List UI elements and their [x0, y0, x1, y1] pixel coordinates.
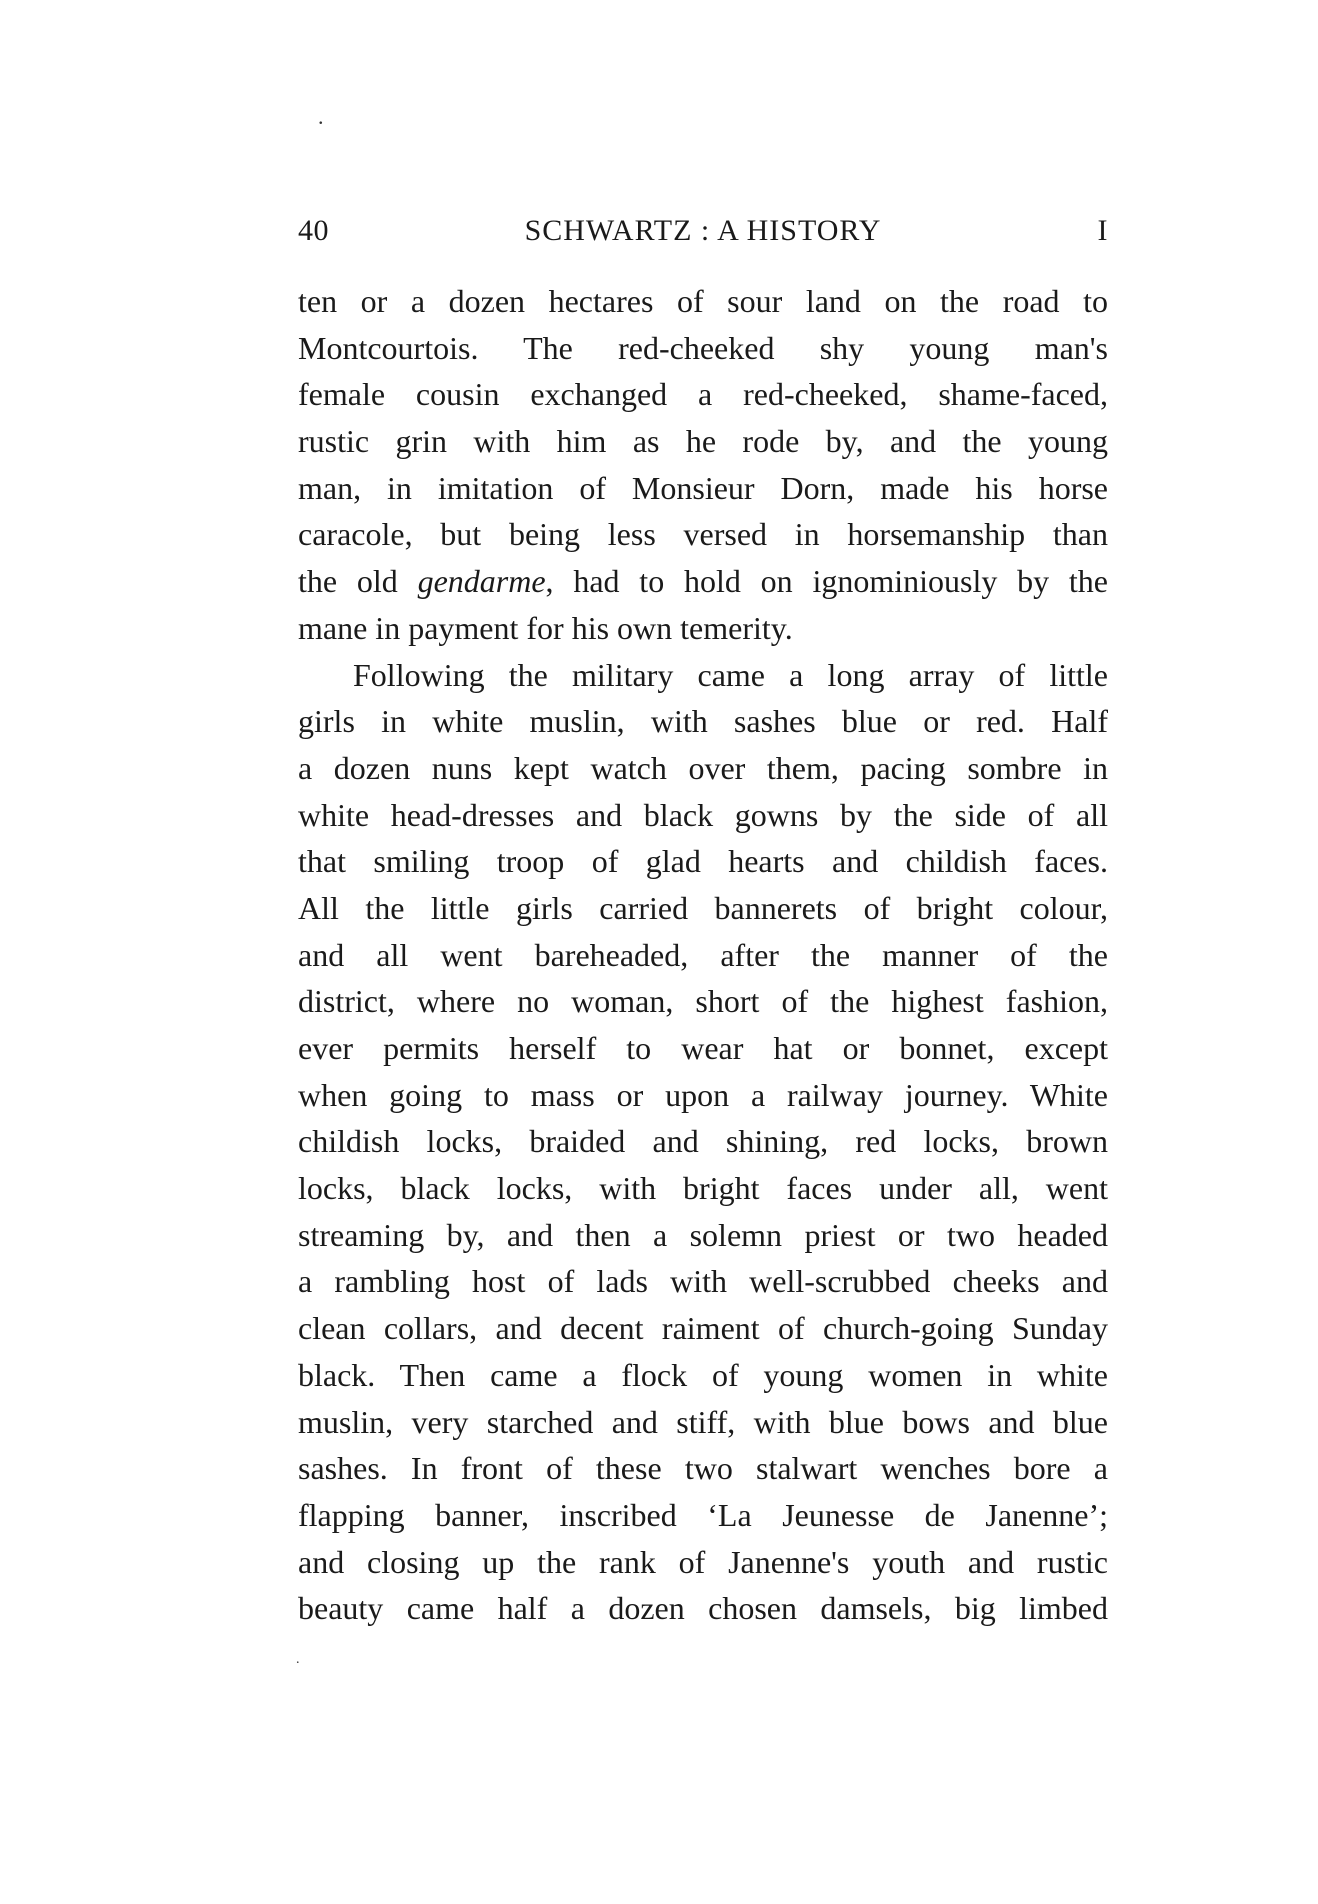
text-line: Montcourtois. The red-cheeked shy young man's	[298, 329, 1108, 366]
page-number: 40	[298, 214, 329, 247]
text-line: black. Then came a flock of young women in white	[298, 1356, 1108, 1393]
text-line: white head-dresses and black gowns by the side of all	[298, 796, 1108, 833]
paragraph-first-line: Following the military came a long array of little	[353, 656, 1108, 693]
ink-speck: .	[296, 1652, 300, 1667]
ink-speck: .	[318, 104, 324, 129]
text-line: caracole, but being less versed in horsemanship than	[298, 516, 1108, 553]
text-fragment: , had to hold on ignominiously by the	[545, 563, 1108, 600]
text-line: when going to mass or upon a railway journey. White	[298, 1076, 1108, 1113]
text-line	[298, 558, 1108, 605]
text-line: female cousin exchanged a red-cheeked, shame-faced,	[298, 376, 1108, 413]
text-line: that smiling troop of glad hearts and childish faces.	[298, 843, 1108, 880]
text-line: All the little girls carried bannerets of bright colour,	[298, 889, 1108, 926]
text-line: clean collars, and decent raiment of church-going Sunday	[298, 1310, 1108, 1347]
text-line: ever permits herself to wear hat or bonnet, except	[298, 1030, 1108, 1066]
text-line: sashes. In front of these two stalwart wenches bore a	[298, 1450, 1108, 1487]
italic-term: gendarme	[417, 563, 546, 600]
body-text	[298, 278, 1108, 1632]
text-line: flapping banner, inscribed ‘La Jeunesse de Janenne’;	[298, 1496, 1108, 1533]
text-line: streaming by, and then a solemn priest or two headed	[298, 1216, 1108, 1253]
text-line: muslin, very starched and stiff, with blue bows and blue	[298, 1403, 1108, 1440]
text-line: locks, black locks, with bright faces under all, went	[298, 1170, 1108, 1207]
chapter-numeral: I	[1097, 214, 1108, 247]
text-fragment: the old	[298, 563, 418, 600]
text-line: childish locks, braided and shining, red locks, brown	[298, 1123, 1108, 1160]
text-line: girls in white muslin, with sashes blue or red. Half	[298, 703, 1108, 740]
running-title: SCHWARTZ : A HISTORY	[524, 214, 882, 247]
text-line: beauty came half a dozen chosen damsels, big limbed	[298, 1590, 1108, 1627]
text-line: a dozen nuns kept watch over them, pacing sombre in	[298, 749, 1108, 786]
running-head	[298, 214, 1108, 254]
text-line: a rambling host of lads with well-scrubbed cheeks and	[298, 1263, 1108, 1300]
text-line: district, where no woman, short of the highest fashion,	[298, 983, 1108, 1020]
text-line: and closing up the rank of Janenne's youth and rustic	[298, 1543, 1108, 1580]
text-line: man, in imitation of Monsieur Dorn, made his horse	[298, 469, 1108, 506]
text-line: ten or a dozen hectares of sour land on the road to	[298, 283, 1108, 319]
paragraph-last-line: mane in payment for his own temerity.	[298, 609, 793, 646]
text-line: and all went bareheaded, after the manner of the	[298, 936, 1108, 973]
text-line: rustic grin with him as he rode by, and the young	[298, 423, 1108, 460]
